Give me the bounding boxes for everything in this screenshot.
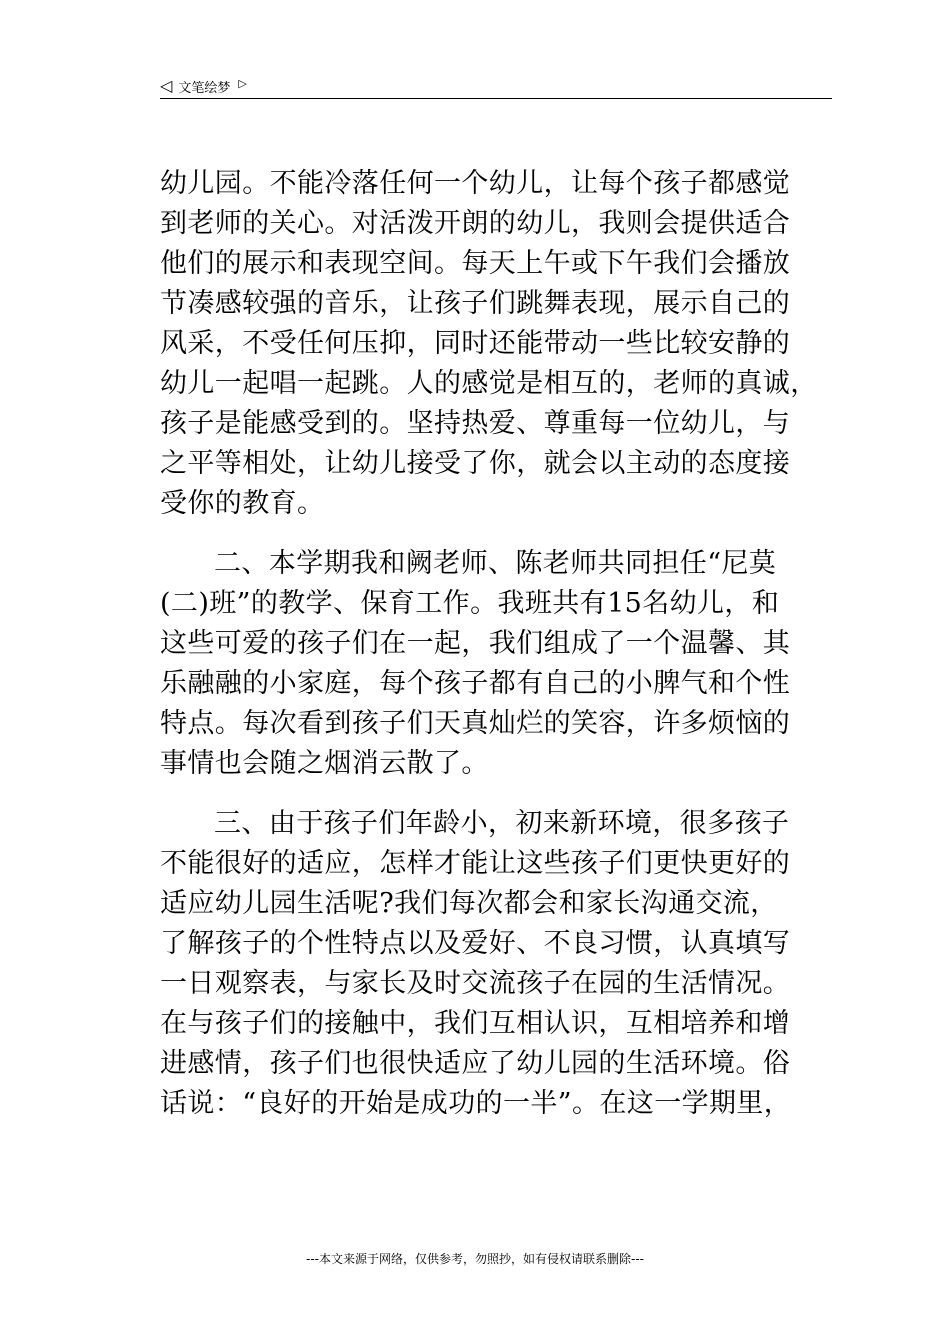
text-line: 在与孩子们的接触中，我们互相认识，互相培养和增	[160, 1008, 791, 1039]
page-header	[160, 74, 832, 98]
text-line: 不能很好的适应，怎样才能让这些孩子们更快更好的	[160, 848, 791, 879]
text-line: 乐融融的小家庭，每个孩子都有自己的小脾气和个性	[160, 668, 791, 699]
text-line: 适应幼儿园生活呢?我们每次都会和家长沟通交流，	[160, 888, 778, 919]
text-line: (二)班”的教学、保育工作。我班共有15名幼儿，和	[160, 588, 780, 619]
text-line: 二、本学期我和阙老师、陈老师共同担任“尼莫	[214, 548, 777, 579]
text-line: 之平等相处，让幼儿接受了你，就会以主动的态度接	[160, 448, 791, 479]
header-rule	[160, 98, 832, 99]
text-line: 话说：“良好的开始是成功的一半”。在这一学期里，	[160, 1088, 792, 1119]
text-line: 节凑感较强的音乐，让孩子们跳舞表现，展示自己的	[160, 288, 791, 319]
text-line: 幼儿园。不能冷落任何一个幼儿，让每个孩子都感觉	[160, 168, 791, 199]
text-line: 他们的展示和表现空间。每天上午或下午我们会播放	[160, 248, 791, 279]
text-line: 一日观察表，与家长及时交流孩子在园的生活情况。	[160, 968, 791, 999]
text-line: 进感情，孩子们也很快适应了幼儿园的生活环境。俗	[160, 1048, 791, 1079]
paragraph-3	[160, 804, 832, 1124]
text-line: 风采，不受任何压抑，同时还能带动一些比较安静的	[160, 328, 791, 359]
text-line: 到老师的关心。对活泼开朗的幼儿，我则会提供适合	[160, 208, 791, 239]
text-line: 幼儿一起唱一起跳。人的感觉是相互的，老师的真诚，	[160, 368, 818, 399]
text-line: 事情也会随之烟消云散了。	[160, 748, 489, 779]
document-body	[160, 164, 832, 1144]
text-line: 这些可爱的孩子们在一起，我们组成了一个温馨、其	[160, 628, 791, 659]
triangle-left-icon: ◁	[160, 76, 173, 95]
text-line: 受你的教育。	[160, 488, 325, 519]
text-line: 了解孩子的个性特点以及爱好、不良习惯，认真填写	[160, 928, 791, 959]
header-title: 文笔绘梦	[178, 80, 231, 96]
paragraph-2	[160, 544, 832, 784]
text-line: 孩子是能感受到的。坚持热爱、尊重每一位幼儿，与	[160, 408, 791, 439]
text-line: 三、由于孩子们年龄小，初来新环境，很多孩子	[214, 808, 790, 839]
page-footer: ---本文来源于网络，仅供参考，勿照抄，如有侵权请联系删除---	[306, 1252, 644, 1266]
paragraph-1	[160, 164, 832, 524]
text-line: 特点。每次看到孩子们天真灿烂的笑容，许多烦恼的	[160, 708, 791, 739]
triangle-right-icon: ▷	[238, 76, 247, 90]
